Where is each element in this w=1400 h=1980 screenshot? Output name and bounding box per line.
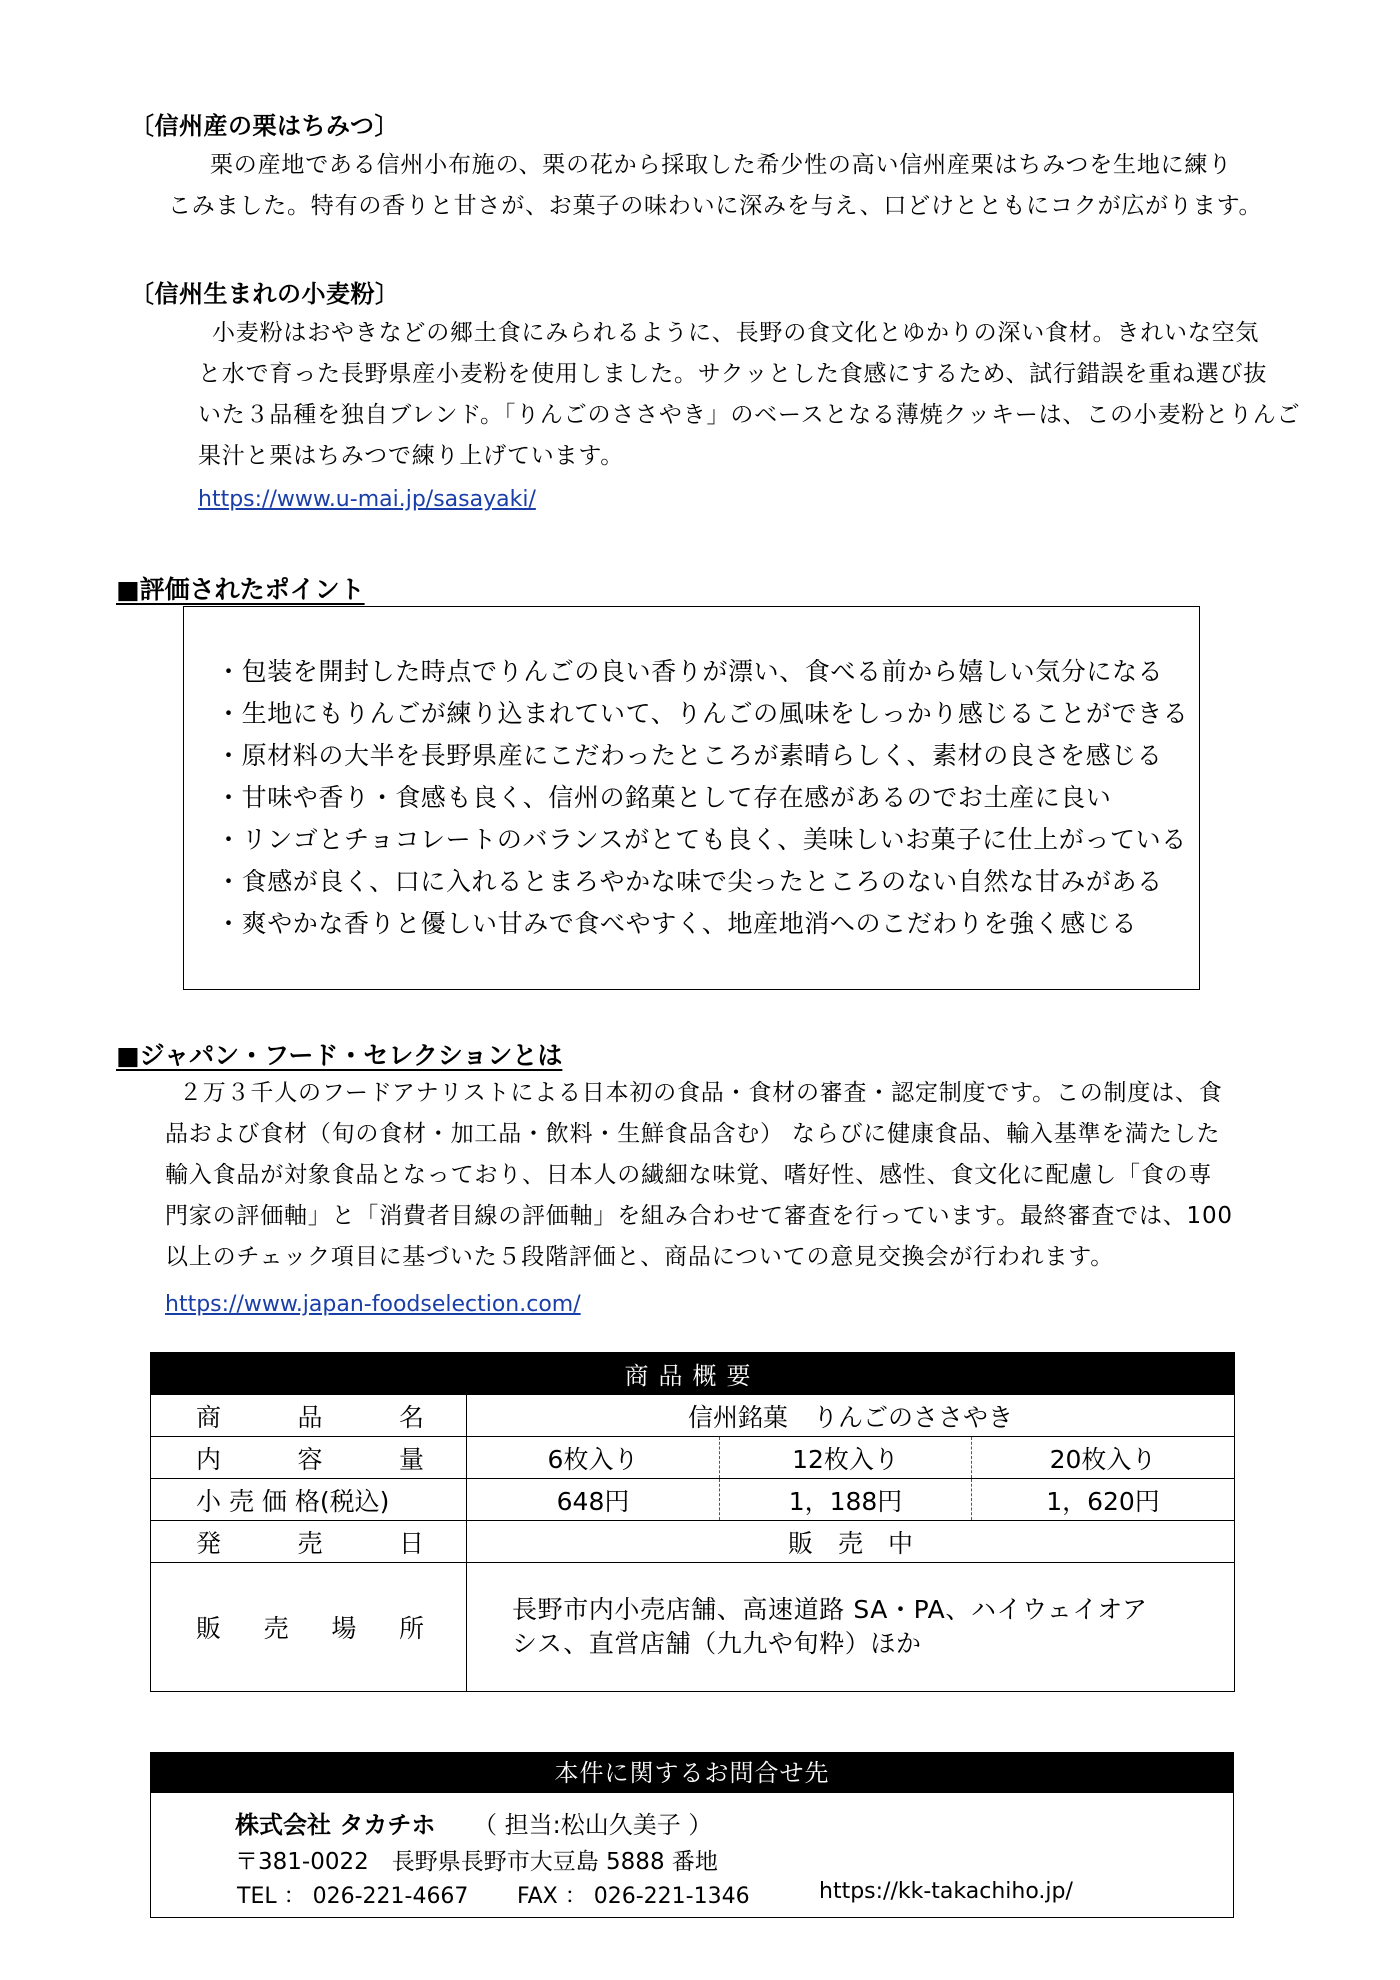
point-item: ・リンゴとチョコレートのバランスがとても良く、美味しいお菓子に仕上がっている [216,825,1187,854]
points-list [216,651,1188,945]
label-char: 発 [196,1528,222,1558]
sales-locations [467,1563,1235,1692]
point-item: ・食感が良く、口に入れるとまろやかな味で尖ったところのない自然な甘みがある [216,867,1163,896]
contact-header: 本件に関するお問合せ先 [151,1753,1233,1793]
fax: FAX ： 026-221-1346 [517,1884,750,1909]
name-label [151,1395,467,1437]
company-url[interactable]: https://kk-takachiho.jp/ [819,1879,1073,1904]
point-item: ・甘味や香り・食感も良く、信州の銘菓として存在感があるのでお土産に良い [216,783,1112,812]
label-char: 所 [398,1614,424,1643]
table-row [151,1395,1235,1437]
place-label [151,1563,467,1692]
point-item: ・原材料の大半を長野県産にこだわったところが素晴らしく、素材の良さを感じる [216,741,1163,770]
address: 〒381-0022 長野県長野市大豆島 5888 番地 [235,1849,718,1875]
paragraph-line: 小麦粉はおやきなどの郷土食にみられるように、長野の食文化とゆかりの深い食材。きれいな空気 [212,320,1260,346]
paragraph-line: 果汁と栗はちみつで練り上げています。 [198,443,625,469]
label-char: 容 [297,1444,323,1474]
table-row [151,1479,1235,1521]
label-char: 量 [398,1444,424,1474]
flour-text [198,313,1301,477]
paragraph-line: こみました。特有の香りと甘さが、お菓子の味わいに深みを与え、口どけとともにコクが広がります。 [168,193,1263,219]
table-row [151,1521,1235,1563]
paragraph-line: いた３品種を独自ブレンド。「りんごのささやき」のベースとなる薄焼クッキーは、この小麦粉とりんご [198,402,1301,428]
label-char: 内 [196,1444,222,1474]
label-char: 売 [263,1614,289,1643]
label-char: 売 [297,1528,323,1558]
product-summary-header: 商品概要 [151,1353,1235,1395]
volume-cell: 12枚入り [720,1437,972,1479]
label-char: 品 [297,1402,323,1432]
sasayaki-link[interactable]: https://www.u-mai.jp/sasayaki/ [198,487,536,512]
paragraph-line: 品および食材（旬の食材・加工品・飲料・生鮮食品含む） ならびに健康食品、輸入基準を満たした [165,1121,1221,1147]
price-cell: 648円 [467,1479,720,1521]
price-label: 小 売 価 格(税込) [151,1479,467,1521]
paragraph-line: 以上のチェック項目に基づいた５段階評価と、商品についての意見交換会が行われます。 [165,1244,1115,1270]
paragraph-line: ２万３千人のフードアナリストによる日本初の食品・食材の審査・認定制度です。この制度は、食 [179,1080,1223,1106]
chestnut-honey-heading: 〔信州産の栗はちみつ〕 [130,112,400,140]
paragraph-line: 栗の産地である信州小布施の、栗の花から採取した希少性の高い信州産栗はちみつを生地に練り [210,152,1233,178]
flour-heading: 〔信州生まれの小麦粉〕 [130,280,400,308]
volume-cell: 20枚入り [972,1437,1235,1479]
chestnut-honey-text [168,145,1288,227]
point-item: ・生地にもりんごが練り込まれていて、りんごの風味をしっかり感じることができる [216,699,1189,728]
table-row [151,1563,1235,1692]
points-box [183,606,1200,990]
tel: TEL ： 026-221-4667 [237,1884,469,1909]
points-title: ■評価されたポイント [116,575,365,604]
label-char: 場 [331,1614,357,1643]
label-char: 日 [398,1528,424,1558]
paragraph-line: と水で育った長野県産小麦粉を使用しました。サクッとした食感にするため、試行錯誤を重ね選び抜 [198,361,1268,387]
volume-cell: 6枚入り [467,1437,720,1479]
product-summary-table [150,1352,1235,1692]
price-cell: 1，188円 [720,1479,972,1521]
contact-box [150,1752,1234,1918]
company-name: 株式会社 タカチホ [235,1811,436,1839]
volume-label [151,1437,467,1479]
release-label [151,1521,467,1563]
place-line: シス、直営店舗（九九や旬粋）ほか [512,1629,922,1658]
label-char: 販 [196,1614,222,1643]
paragraph-line: 門家の評価軸」と「消費者目線の評価軸」を組み合わせて審査を行っています。最終審査では、100 [165,1203,1233,1229]
jfs-title: ■ジャパン・フード・セレクションとは [116,1041,563,1070]
place-line: 長野市内小売店舗、高速道路 SA・PA、ハイウェイオア [512,1595,1148,1624]
point-item: ・包装を開封した時点でりんごの良い香りが漂い、食べる前から嬉しい気分になる [216,657,1164,686]
point-item: ・爽やかな香りと優しい甘みで食べやすく、地産地消へのこだわりを強く感じる [216,909,1138,938]
jfs-text [165,1073,1295,1278]
price-cell: 1，620円 [972,1479,1235,1521]
paragraph-line: 輸入食品が対象食品となっており、日本人の繊細な味覚、嗜好性、感性、食文化に配慮し「食の専 [165,1162,1213,1188]
release-status: 販 売 中 [467,1521,1235,1563]
table-row [151,1437,1235,1479]
label-char: 名 [398,1402,424,1432]
product-name: 信州銘菓 りんごのささやき [467,1395,1235,1437]
jfs-link[interactable]: https://www.japan-foodselection.com/ [165,1292,581,1317]
contact-person: （ 担当:松山久美子 ） [473,1811,713,1839]
label-char: 商 [196,1402,222,1432]
